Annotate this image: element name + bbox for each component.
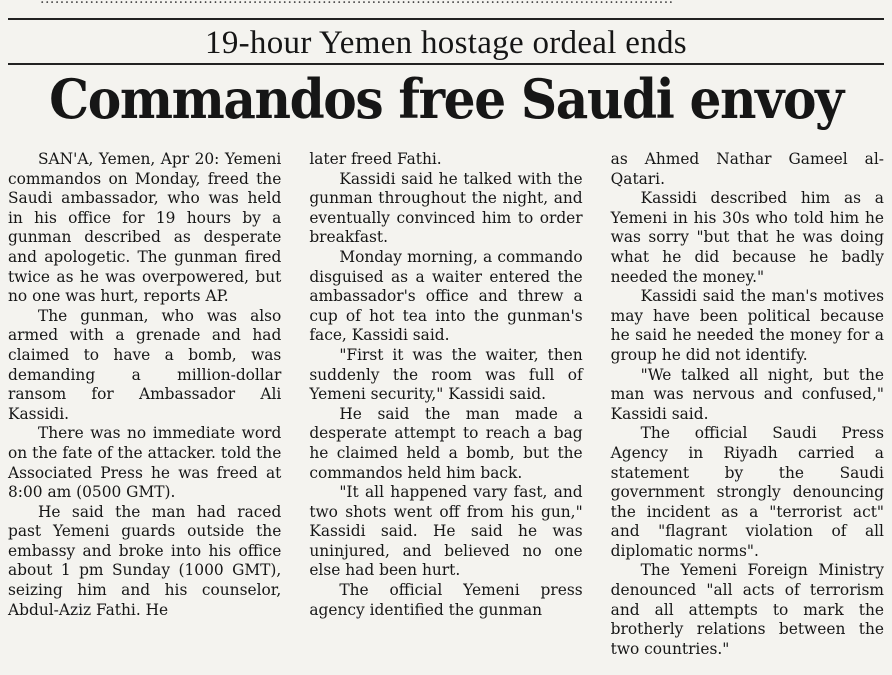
paragraph: He said the man had raced past Yemeni guards outside the embassy and broke into his office about 1 pm Sunday (1000 GMT), seizing him and his counselor, Abdul-Aziz Fathi. He	[8, 502, 282, 619]
kicker-rule	[8, 63, 884, 65]
paragraph: "We talked all night, but the man was nervous and confused," Kassidi said.	[610, 365, 884, 423]
top-rule	[8, 18, 884, 20]
column-1	[8, 150, 281, 670]
paragraph: "It all happened vary fast, and two shots went off from his gun," Kassidi said. He said he was uninjured, and believed no one else had been hurt.	[309, 483, 583, 580]
paragraph: The official Saudi Press Agency in Riyadh carried a statement by the Saudi government strongly denouncing the incident as a "terrorist act" and "flagrant violation of all diplomatic norms".	[610, 424, 884, 560]
paragraph: Kassidi said he talked with the gunman throughout the night, and eventually convinced him to order breakfast.	[309, 169, 583, 247]
paragraph: "First it was the waiter, then suddenly the room was full of Yemeni security," Kassidi said.	[309, 345, 583, 404]
paragraph: He said the man made a desperate attempt to reach a bag he claimed held a bomb, but the commandos held him back.	[309, 404, 583, 482]
paragraph-continued: as Ahmed Nathar Gameel al-Qatari.	[610, 150, 884, 188]
paragraph: The Yemeni Foreign Ministry denounced "all acts of terrorism and all attempts to mark the brotherly relations between the two countries."	[610, 561, 884, 658]
paragraph: SAN'A, Yemen, Apr 20: Yemeni commandos on Monday, freed the Saudi ambassador, who was held in his office for 19 hours by a gunman described as desperate and apologetic. The gunman fired twice as he was overpowered, but no one was hurt, reports AP.	[8, 150, 282, 306]
kicker-headline: 19-hour Yemen hostage ordeal ends	[205, 25, 687, 61]
main-headline: Commandos free Saudi envoy	[49, 67, 843, 131]
column-3	[611, 150, 884, 670]
paragraph: Kassidi described him as a Yemeni in his 30s who told him he was sorry "but that he was doing what he did because he badly needed the money."	[610, 189, 884, 286]
paragraph: The official Yemeni press agency identified the gunman	[309, 581, 583, 619]
paragraph-continued: later freed Fathi.	[309, 150, 442, 168]
clipped-previous-article-text	[0, 0, 892, 6]
paragraph: There was no immediate word on the fate of the attacker. told the Associated Press he was freed at 8:00 am (0500 GMT).	[8, 424, 282, 502]
paragraph: Monday morning, a commando disguised as a waiter entered the ambassador's office and threw a cup of hot tea into the gunman's face, Kassidi said.	[309, 247, 583, 345]
paragraph: Kassidi said the man's motives may have been political because he said he needed the money for a group he did not identify.	[610, 287, 884, 364]
column-2	[309, 150, 582, 670]
paragraph: The gunman, who was also armed with a grenade and had claimed to have a bomb, was demanding a million-dollar ransom for Ambassador Ali Kassidi.	[8, 306, 282, 423]
article-body	[8, 150, 884, 670]
